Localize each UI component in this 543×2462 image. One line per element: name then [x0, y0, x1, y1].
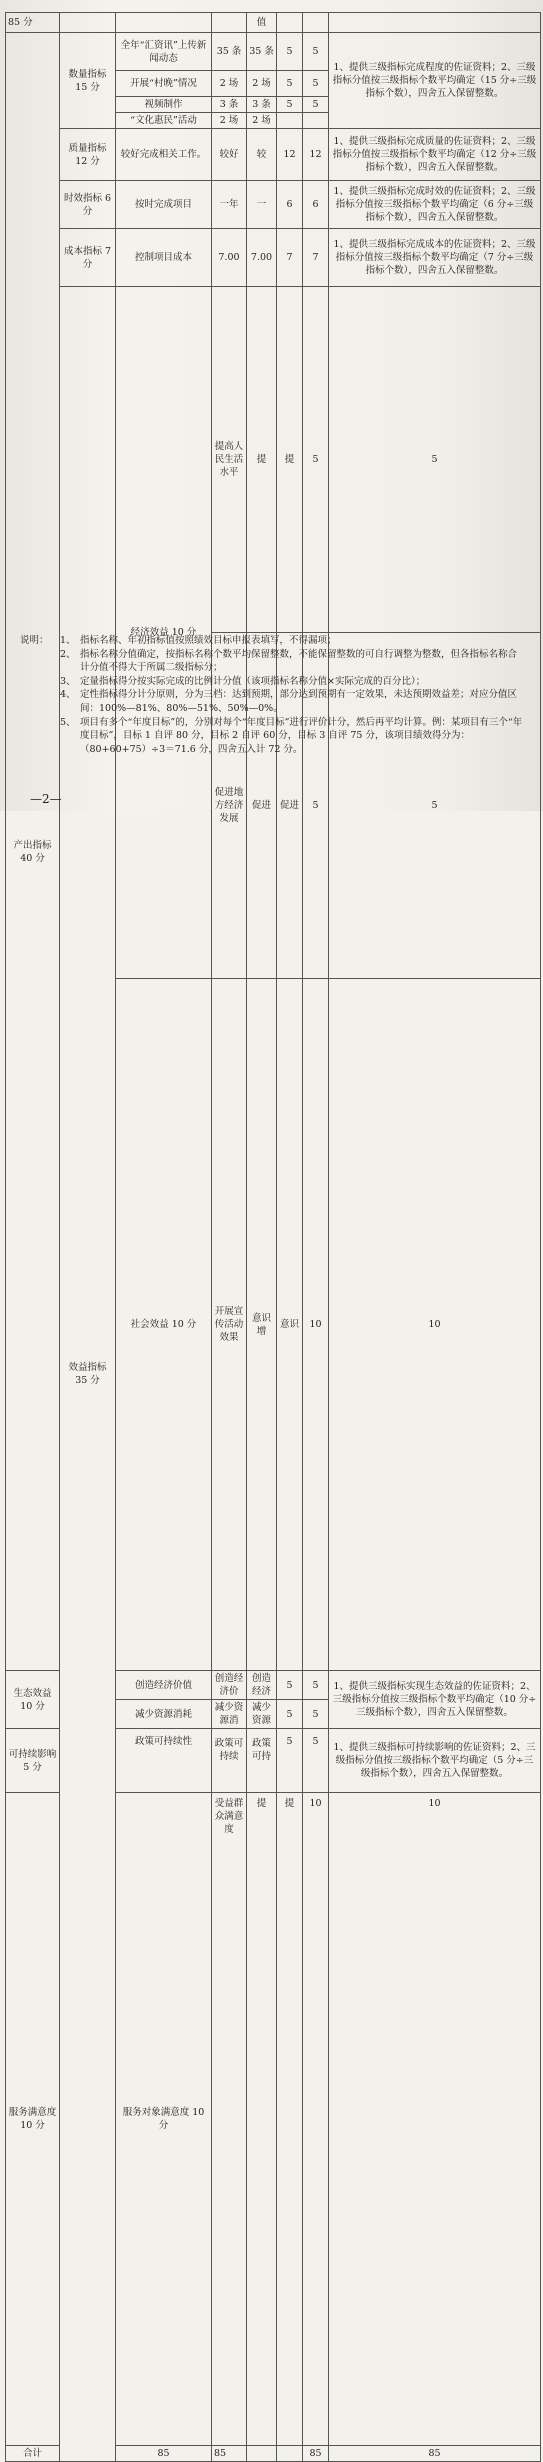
criteria-cost: 1、提供三级指标完成成本的佐证资料；2、三级指标分值按三级指标个数平均确定（7 分÷三级指标个数），四舍五入保留整数。 — [329, 229, 541, 287]
note-item — [20, 688, 525, 715]
target-value: 2 场 — [212, 113, 247, 129]
score-value: 5 — [329, 287, 541, 633]
target-value: 一年 — [212, 181, 247, 229]
note-item — [20, 716, 525, 757]
target-value: 较好 — [212, 129, 247, 181]
actual-value: 一 — [247, 181, 277, 229]
table-row — [6, 13, 541, 33]
weight-value: 5 — [277, 1729, 303, 1793]
weight-value: 5 — [277, 33, 303, 71]
target-value: 促进 — [247, 633, 277, 979]
group-benefit: 效益指标 35 分 — [60, 287, 116, 2462]
performance-evaluation-table — [5, 12, 541, 2462]
score-value: 5 — [329, 633, 541, 979]
category-quality: 质量指标 12 分 — [60, 129, 116, 181]
note-number: 2、 — [60, 648, 76, 660]
score-value: 7 — [303, 229, 329, 287]
note-number: 5、 — [60, 716, 76, 728]
actual-value: 35 条 — [247, 33, 277, 71]
page-number: —2— — [30, 792, 62, 806]
notes-title: 说明： — [20, 635, 49, 646]
criteria-quality: 1、提供三级指标完成质量的佐证资料；2、三级指标分值按三级指标个数平均确定（12 分÷三级指标个数），四舍五入保留整数。 — [329, 129, 541, 181]
note-text: 定性指标得分计分原则，分为三档：达到预期，部分达到预期有一定效果，未达预期效益差；对应分值区间：100%—81%、80%—51%、50%—0%。 — [80, 689, 518, 714]
category-sustainable: 可持续影响 5 分 — [6, 1729, 60, 1793]
indicator-name: “文化惠民”活动 — [116, 113, 212, 129]
group-output: 产出指标 40 分 — [6, 33, 60, 1671]
group-service: 服务满意度 10 分 — [6, 1793, 60, 2446]
weight-value: 7 — [277, 229, 303, 287]
actual-value: 创造经济 — [247, 1671, 277, 1700]
total-value: 85 — [116, 2446, 212, 2462]
category-ecological: 生态效益 10 分 — [6, 1671, 60, 1729]
score-value: 12 — [303, 129, 329, 181]
target-value: 提 — [247, 1793, 277, 2446]
category-social: 社会效益 10 分 — [116, 979, 212, 1671]
score-value — [303, 113, 329, 129]
indicator-name: 减少资源消耗 — [116, 1700, 212, 1729]
indicator-name: 政策可持续性 — [116, 1729, 212, 1793]
target-value: 2 场 — [212, 71, 247, 97]
indicator-name: 创造经济价值 — [116, 1671, 212, 1700]
criteria-sustainable: 1、提供三级指标可持续影响的佐证资料；2、三级指标分值按三级指标个数平均确定（5 分÷三级指标个数），四舍五入保留整数。 — [329, 1729, 541, 1793]
score-value: 5 — [303, 1671, 329, 1700]
score-value: 6 — [303, 181, 329, 229]
table-row — [6, 129, 541, 181]
actual-value: 提 — [277, 1793, 303, 2446]
weight-value: 5 — [303, 633, 329, 979]
target-value: 减少资源消 — [212, 1700, 247, 1729]
actual-value: 7.00 — [247, 229, 277, 287]
category-satisfaction: 服务对象满意度 10 分 — [116, 1793, 212, 2446]
indicator-name: 控制项目成本 — [116, 229, 212, 287]
note-number: 1、 — [60, 635, 76, 646]
actual-value: 政策可持 — [247, 1729, 277, 1793]
category-timeliness: 时效指标 6 分 — [60, 181, 116, 229]
note-text: 指标名称分值确定，按指标名称个数平均保留整数，不能保留整数的可自行调整为整数，但各指标名称合计分值不得大于所属二级指标分； — [80, 648, 518, 674]
indicator-name: 开展宣传活动效果 — [212, 979, 247, 1671]
total-label: 合计 — [6, 2446, 60, 2462]
weight-value: 10 — [303, 1793, 329, 2446]
score-label: 85 分 — [6, 13, 60, 33]
target-value: 创造经济价 — [212, 1671, 247, 1700]
target-value: 意识增 — [247, 979, 277, 1671]
actual-value: 减少资源 — [247, 1700, 277, 1729]
total-value: 85 — [212, 2446, 247, 2462]
target-value: 政策可持续 — [212, 1729, 247, 1793]
note-item — [20, 634, 525, 648]
note-number: 4、 — [60, 689, 76, 701]
score-value: 5 — [303, 33, 329, 71]
total-score: 85 — [329, 2446, 541, 2462]
indicator-name: 按时完成项目 — [116, 181, 212, 229]
note-item — [20, 648, 525, 675]
category-cost: 成本指标 7 分 — [60, 229, 116, 287]
weight-value — [277, 113, 303, 129]
actual-value: 2 场 — [247, 71, 277, 97]
weight-value: 5 — [277, 1700, 303, 1729]
table-row — [6, 229, 541, 287]
criteria-timeliness: 1、提供三级指标完成时效的佐证资料；2、三级指标分值按三级指标个数平均确定（6 分÷三级指标个数），四舍五入保留整数。 — [329, 181, 541, 229]
total-weight: 85 — [303, 2446, 329, 2462]
notes-section — [20, 634, 525, 756]
indicator-name: 全年“汇资讯”上传新闻动态 — [116, 33, 212, 71]
indicator-name: 开展“村晚”情况 — [116, 71, 212, 97]
table-row — [6, 287, 541, 633]
indicator-name: 视频制作 — [116, 97, 212, 113]
actual-value: 提 — [277, 287, 303, 633]
actual-value: 2 场 — [247, 113, 277, 129]
weight-value: 12 — [277, 129, 303, 181]
score-value: 5 — [303, 1700, 329, 1729]
weight-value: 5 — [277, 71, 303, 97]
score-value: 5 — [303, 71, 329, 97]
score-value: 10 — [329, 1793, 541, 2446]
indicator-name: 提高人民生活水平 — [212, 287, 247, 633]
score-value: 5 — [303, 97, 329, 113]
category-quantity: 数量指标 15 分 — [60, 33, 116, 129]
target-value: 3 条 — [212, 97, 247, 113]
indicator-name: 受益群众满意度 — [212, 1793, 247, 2446]
score-value: 10 — [329, 979, 541, 1671]
note-item — [20, 675, 525, 689]
target-value: 35 条 — [212, 33, 247, 71]
target-value: 提 — [247, 287, 277, 633]
score-value: 5 — [303, 1729, 329, 1793]
table-row — [6, 181, 541, 229]
table-row — [6, 33, 541, 71]
actual-value: 较 — [247, 129, 277, 181]
category-economic: 经济效益 10 分 — [116, 287, 212, 979]
note-text: 指标名称、年初指标值按照绩效目标申报表填写，不得漏项； — [80, 635, 337, 646]
weight-value: 6 — [277, 181, 303, 229]
target-value: 7.00 — [212, 229, 247, 287]
actual-value: 3 条 — [247, 97, 277, 113]
weight-value: 10 — [303, 979, 329, 1671]
actual-value: 促进 — [277, 633, 303, 979]
weight-value: 5 — [277, 1671, 303, 1700]
note-text: 定量指标得分按实际完成的比例计分值（该项指标名称分值×实际完成的百分比）； — [80, 675, 426, 687]
actual-value: 意识 — [277, 979, 303, 1671]
criteria-ecological: 1、提供三级指标实现生态效益的佐证资料；2、三级指标分值按三级指标个数平均确定（10 分÷三级指标个数），四舍五入保留整数。 — [329, 1671, 541, 1729]
weight-value: 5 — [303, 287, 329, 633]
note-text: 项目有多个“年度目标”的，分别对每个“年度目标”进行评价计分，然后再平均计算。例：某项目有三个“年度目标”，目标 1 自评 80 分，目标 2 自评 60 分，目标 3 自评 75 分，该项目绩效得分为：（80+60+75）÷3＝71.6 分，四舍五入计 72 分。 — [80, 716, 523, 755]
weight-value: 5 — [277, 97, 303, 113]
note-number: 3、 — [60, 675, 76, 687]
header-value: 值 — [247, 13, 277, 33]
indicator-name: 促进地方经济发展 — [212, 633, 247, 979]
indicator-name: 较好完成相关工作。 — [116, 129, 212, 181]
criteria-quantity: 1、提供三级指标完成程度的佐证资料；2、三级指标分值按三级指标个数平均确定（15 分÷三级指标个数），四舍五入保留整数。 — [329, 33, 541, 129]
